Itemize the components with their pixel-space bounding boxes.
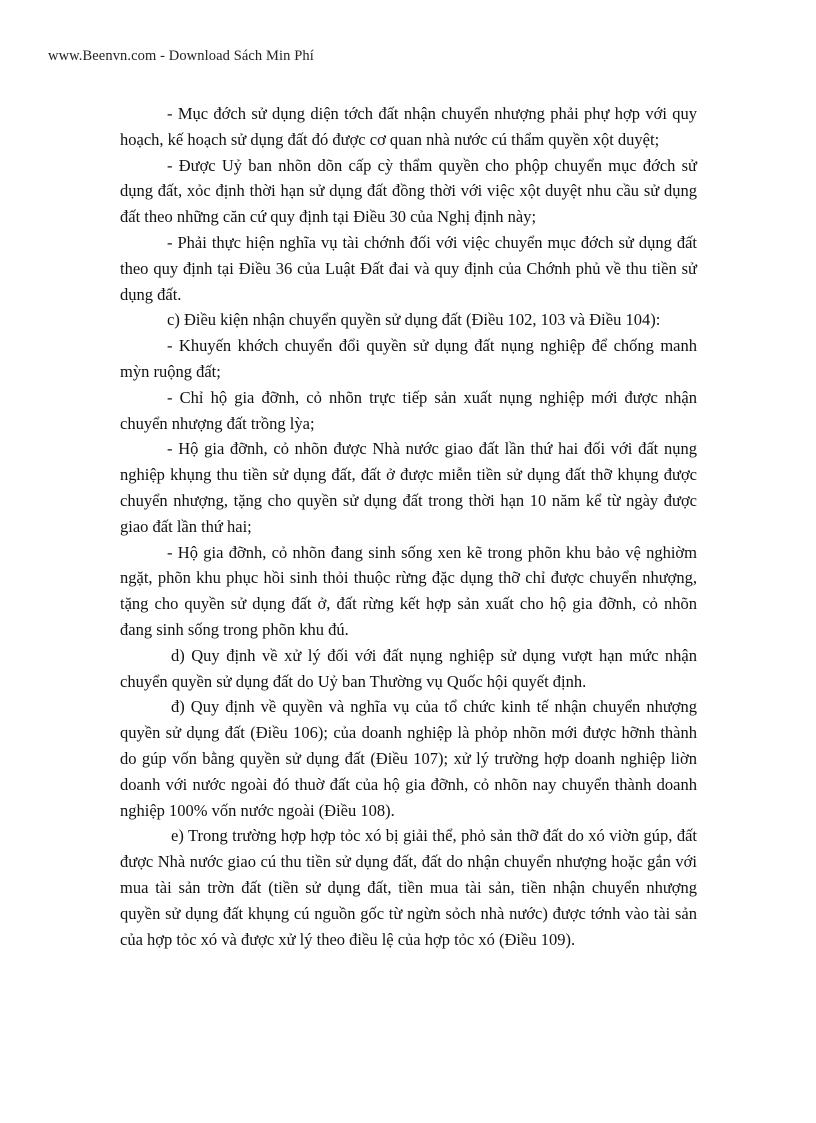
paragraph-bullet: - Hộ gia đỡnh, cỏ nhõn được Nhà nước giao đất lần thứ hai đối với đất nụng nghiệp khụng thu tiền sử dụng đất, đất ở được miễn tiền sử dụng đất thỡ khụng được chuyển nhượng, tặng cho quyền sử dụng đất trong thời hạn 10 năm kể từ ngày được giao đất lần thứ hai; bbox=[120, 439, 697, 536]
paragraph-section: c) Điều kiện nhận chuyển quyền sử dụng đất (Điều 102, 103 và Điều 104): bbox=[167, 310, 661, 330]
paragraph-section: e) Trong trường hợp hợp tỏc xó bị giải thể, phỏ sản thỡ đất do xó viờn gúp, đất được Nhà nước giao cú thu tiền sử dụng đất, đất do nhận chuyển nhượng hoặc gắn với mua tài sản trờn đất (tiền sử dụng đất, tiền mua tài sản, tiền nhận chuyển nhượng quyền sử dụng đất khụng cú nguồn gốc từ ngừn sỏch nhà nước) được tớnh vào tài sản của hợp tỏc xó và được xử lý theo điều lệ của hợp tỏc xó (Điều 109). bbox=[120, 826, 697, 949]
paragraph-bullet: - Được Uỷ ban nhõn dõn cấp cỳ thẩm quyền cho phộp chuyển mục đớch sử dụng đất, xỏc định thời hạn sử dụng đất đồng thời với việc xột duyệt nhu cầu sử dụng đất theo những căn cứ quy định tại Điều 30 của Nghị định này; bbox=[120, 155, 697, 227]
paragraph-bullet: - Hộ gia đỡnh, cỏ nhõn đang sinh sống xen kẽ trong phõn khu bảo vệ nghiờm ngặt, phõn khu phục hồi sinh thỏi thuộc rừng đặc dụng thỡ chỉ được chuyển nhượng, tặng cho quyền sử dụng đất ở, đất rừng kết hợp sản xuất cho hộ gia đỡnh, cỏ nhõn đang sinh sống trong phõn khu đú. bbox=[120, 542, 697, 639]
page-header-source: www.Beenvn.com - Download Sách Min Phí bbox=[48, 48, 314, 64]
body-text bbox=[120, 101, 697, 952]
paragraph-bullet: - Khuyến khớch chuyển đổi quyền sử dụng đất nụng nghiệp để chống manh mỳn ruộng đất; bbox=[120, 336, 697, 381]
paragraph-bullet: - Phải thực hiện nghĩa vụ tài chớnh đối với việc chuyển mục đớch sử dụng đất theo quy định tại Điều 36 của Luật Đất đai và quy định của Chớnh phủ về thu tiền sử dụng đất. bbox=[120, 232, 697, 304]
paragraph-section: d) Quy định về xử lý đối với đất nụng nghiệp sử dụng vượt hạn mức nhận chuyển quyền sử dụng đất do Uỷ ban Thường vụ Quốc hội quyết định. bbox=[120, 645, 697, 691]
paragraph-bullet: - Mục đớch sử dụng diện tớch đất nhận chuyển nhượng phải phự hợp với quy hoạch, kế hoạch sử dụng đất đó được cơ quan nhà nước cú thẩm quyền xột duyệt; bbox=[120, 104, 697, 149]
paragraph-bullet: - Chỉ hộ gia đỡnh, cỏ nhõn trực tiếp sản xuất nụng nghiệp mới được nhận chuyển nhượng đất trồng lỳa; bbox=[120, 387, 697, 433]
paragraph-section: đ) Quy định về quyền và nghĩa vụ của tổ chức kinh tế nhận chuyển nhượng quyền sử dụng đất (Điều 106); của doanh nghiệp là phỏp nhõn mới được hỡnh thành do gúp vốn bằng quyền sử dụng đất (Điều 107); xử lý trường hợp doanh nghiệp liờn doanh với nước ngoài đó thuờ đất của hộ gia đỡnh, cỏ nhõn nay chuyển thành doanh nghiệp 100% vốn nước ngoài (Điều 108). bbox=[120, 697, 697, 820]
